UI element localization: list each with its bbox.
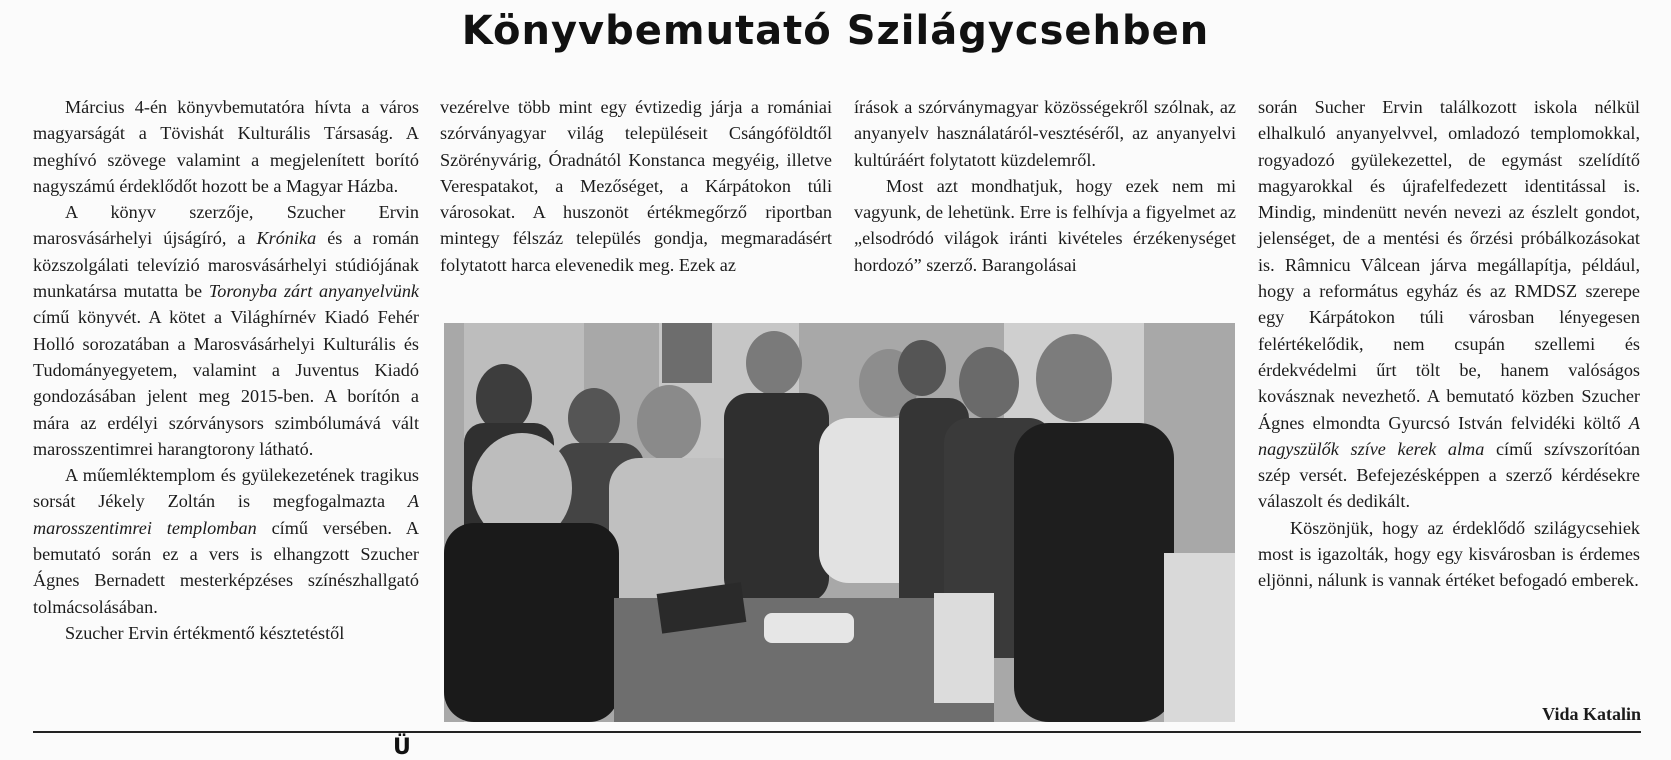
column-4 <box>1258 94 1640 594</box>
person-head <box>637 385 701 461</box>
paragraph: során Sucher Ervin találkozott iskola nélkül elhalkuló anyanyelvvel, omladozó templomokkal, rogyadozó gyülekezettel, de egymást szelídítő magyarokkal és újrafelfedezett identitással is. Mindig, mindenütt nevén nevezi az észlelt gondot, jelenséget, de a mentési és őrzési próbálkozásokat is. Râmnicu Vâlcean járva megállapítja, például, hogy a református egyház és az RMDSZ szerepe egy Kárpátokon túli városban lényegesen felértékelődik, nem csupán szellemi és érdekvédelmi űrt tölt be, hanem valóságos kovásznak nevezhető. A bemutató közben Szucher Ágnes elmondta Gyurcsó István felvidéki költő A nagyszülők szíve kerek alma című szívszorítóan szép versét. Befejezésképpen a szerző kérdésekre válaszolt és dedikált. <box>1258 97 1640 512</box>
column-2 <box>440 94 832 278</box>
person-head <box>959 347 1019 419</box>
person-head <box>476 364 532 432</box>
article-title: Könyvbemutató Szilágycsehben <box>461 8 1210 54</box>
paragraph: vezérelve több mint egy évtizedig járja a romániai szórványagyar világ településeit Csángóföldtől Szörényvárig, Óradnától Konstanca megyéig, illetve Verespatakot, a Mezőséget, a Kárpátokon túli városokat. A huszonöt értékmegőrző riportban mintegy félszáz település gondja, megmaradásért folytatott harca elevenedik meg. Ezek az <box>440 97 832 275</box>
photo-plate <box>764 613 854 643</box>
paragraph: Köszönjük, hogy az érdeklődő szilágycsehiek most is igazolták, hogy egy kisvárosban is érdemes eljönni, nálunk is vannak értéket befogadó emberek. <box>1258 517 1640 591</box>
paragraph: Szucher Ervin értékmentő késztetéstől <box>65 622 345 643</box>
person-body <box>1014 423 1174 722</box>
person-head <box>1036 334 1112 422</box>
paragraph: Most azt mondhatjuk, hogy ezek nem mi vagyunk, de lehetünk. Erre is felhívja a figyelmet az „elsodródó világok iránti kivételes érzékenységet hordozó” szerző. Barangolásai <box>854 175 1236 275</box>
person-head <box>568 388 620 448</box>
paragraph: A könyv szerzője, Szucher Ervin marosvásárhelyi újságíró, a Krónika és a román közszolgálati televízió marosvásárhelyi stúdiójának munkatársa mutatta be Toronyba zárt anyanyelvünk című könyvét. A kötet a Világhírnév Kiadó Fehér Holló sorozatában a Marosvásárhelyi Kulturális és Tudományegyetem, valamint a Juventus Kiadó gondozásában jelent meg 2015-ben. A borítón a mára az erdélyi szórványsors szimbólumává vált marosszentimrei harangtorony látható. <box>33 202 420 459</box>
book-signing-photo <box>444 323 1235 722</box>
italic-title: Toronyba zárt anyanyelvünk <box>208 281 420 302</box>
paragraph: Március 4-én könyvbemutatóra hívta a város magyarságát a Tövishát Kulturális Társaság. A meghívó szövege valamint a megjelenített borító nagyszámú érdeklődőt hozott be a Magyar Házba. <box>33 97 419 196</box>
next-article-heading-fragment: Ü <box>393 735 411 760</box>
italic-title: A marosszentimrei templomban <box>33 491 419 538</box>
italic-title: Krónika <box>256 228 317 249</box>
column-3 <box>854 94 1236 278</box>
divider-line <box>33 731 1641 733</box>
person-body <box>724 393 829 603</box>
person-head <box>898 340 946 396</box>
author-signature: Vida Katalin <box>1542 704 1641 724</box>
paragraph: írások a szórványmagyar közösségekről szólnak, az anyanyelv használatáról-vesztéséről, az anyanyelvi kultúráért folytatott küzdelemről. <box>854 97 1236 170</box>
paragraph: A műemléktemplom és gyülekezetének tragikus sorsát Jékely Zoltán is megfogalmazta A marosszentimrei templomban című versében. A bemutató során ez a vers is elhangzott Szucher Ágnes Bernadett mesterképzéses színészhallgató tolmácsolásában. <box>33 465 419 617</box>
person-head <box>746 331 802 395</box>
photo-frame <box>662 323 712 383</box>
column-1 <box>33 94 419 646</box>
photo-book-display <box>934 593 994 703</box>
person-body <box>1164 553 1235 722</box>
italic-title: A nagyszülők szíve kerek alma <box>1258 412 1640 459</box>
photo-illustration <box>444 323 1235 722</box>
author-body <box>444 523 619 722</box>
